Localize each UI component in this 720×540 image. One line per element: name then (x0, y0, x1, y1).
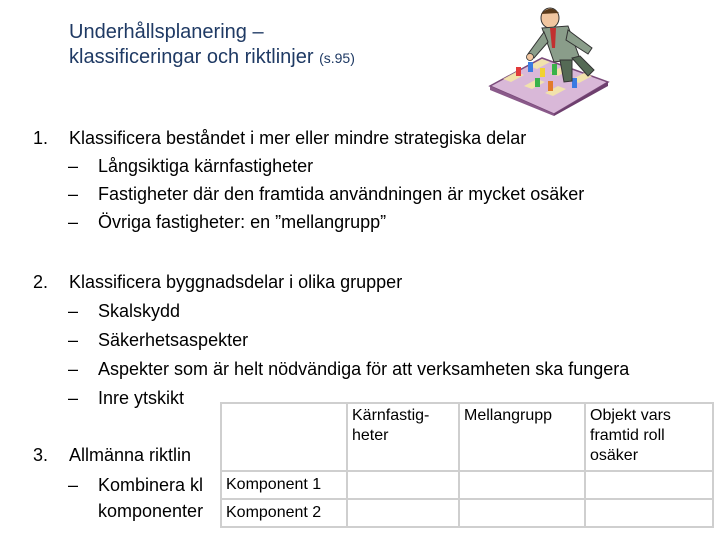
list-item: komponenter (98, 501, 204, 521)
table-cell (347, 499, 459, 527)
title-text: klassificeringar och riktlinjer (69, 46, 314, 68)
row-label: Komponent 2 (221, 499, 347, 527)
table-corner-cell (221, 403, 347, 471)
section-number: 2. (33, 272, 49, 292)
table-cell (347, 471, 459, 499)
table-header-row (221, 403, 713, 471)
classification-table (220, 402, 714, 528)
column-header: Objekt vars framtid roll osäker (585, 403, 713, 471)
list-item: – Säkerhetsaspekter (68, 330, 249, 350)
list-item: – Kombinera kl (68, 475, 204, 495)
row-label: Komponent 1 (221, 471, 347, 499)
section-number: 3. (33, 445, 49, 465)
table-cell (459, 499, 585, 527)
list-item: – Fastigheter där den framtida användningen är mycket osäker (68, 184, 585, 204)
table-row (221, 499, 713, 527)
list-item: – Aspekter som är helt nödvändiga för att verksamheten ska fungera (68, 359, 630, 379)
table-cell (585, 471, 713, 499)
list-item: – Inre ytskikt (68, 388, 185, 408)
column-header: Kärnfastig- heter (347, 403, 459, 471)
title-line-1: Underhållsplanering – (69, 21, 264, 43)
section-number: 1. (33, 128, 49, 148)
page-reference: (s.95) (319, 50, 355, 66)
man-playing-chess-icon (480, 4, 620, 116)
column-header: Mellangrupp (459, 403, 585, 471)
table-cell (459, 471, 585, 499)
table-row (221, 471, 713, 499)
section-heading: Klassificera beståndet i mer eller mindre strategiska delar (69, 128, 527, 148)
table-cell (585, 499, 713, 527)
section-heading: Allmänna riktlin (69, 445, 192, 465)
list-item: – Skalskydd (68, 301, 181, 321)
title-line-2 (69, 45, 355, 71)
section-heading: Klassificera byggnadsdelar i olika grupper (69, 272, 403, 292)
slide-title (69, 20, 355, 71)
list-item: – Övriga fastigheter: en ”mellangrupp” (68, 212, 387, 232)
list-item: – Långsiktiga kärnfastigheter (68, 156, 314, 176)
